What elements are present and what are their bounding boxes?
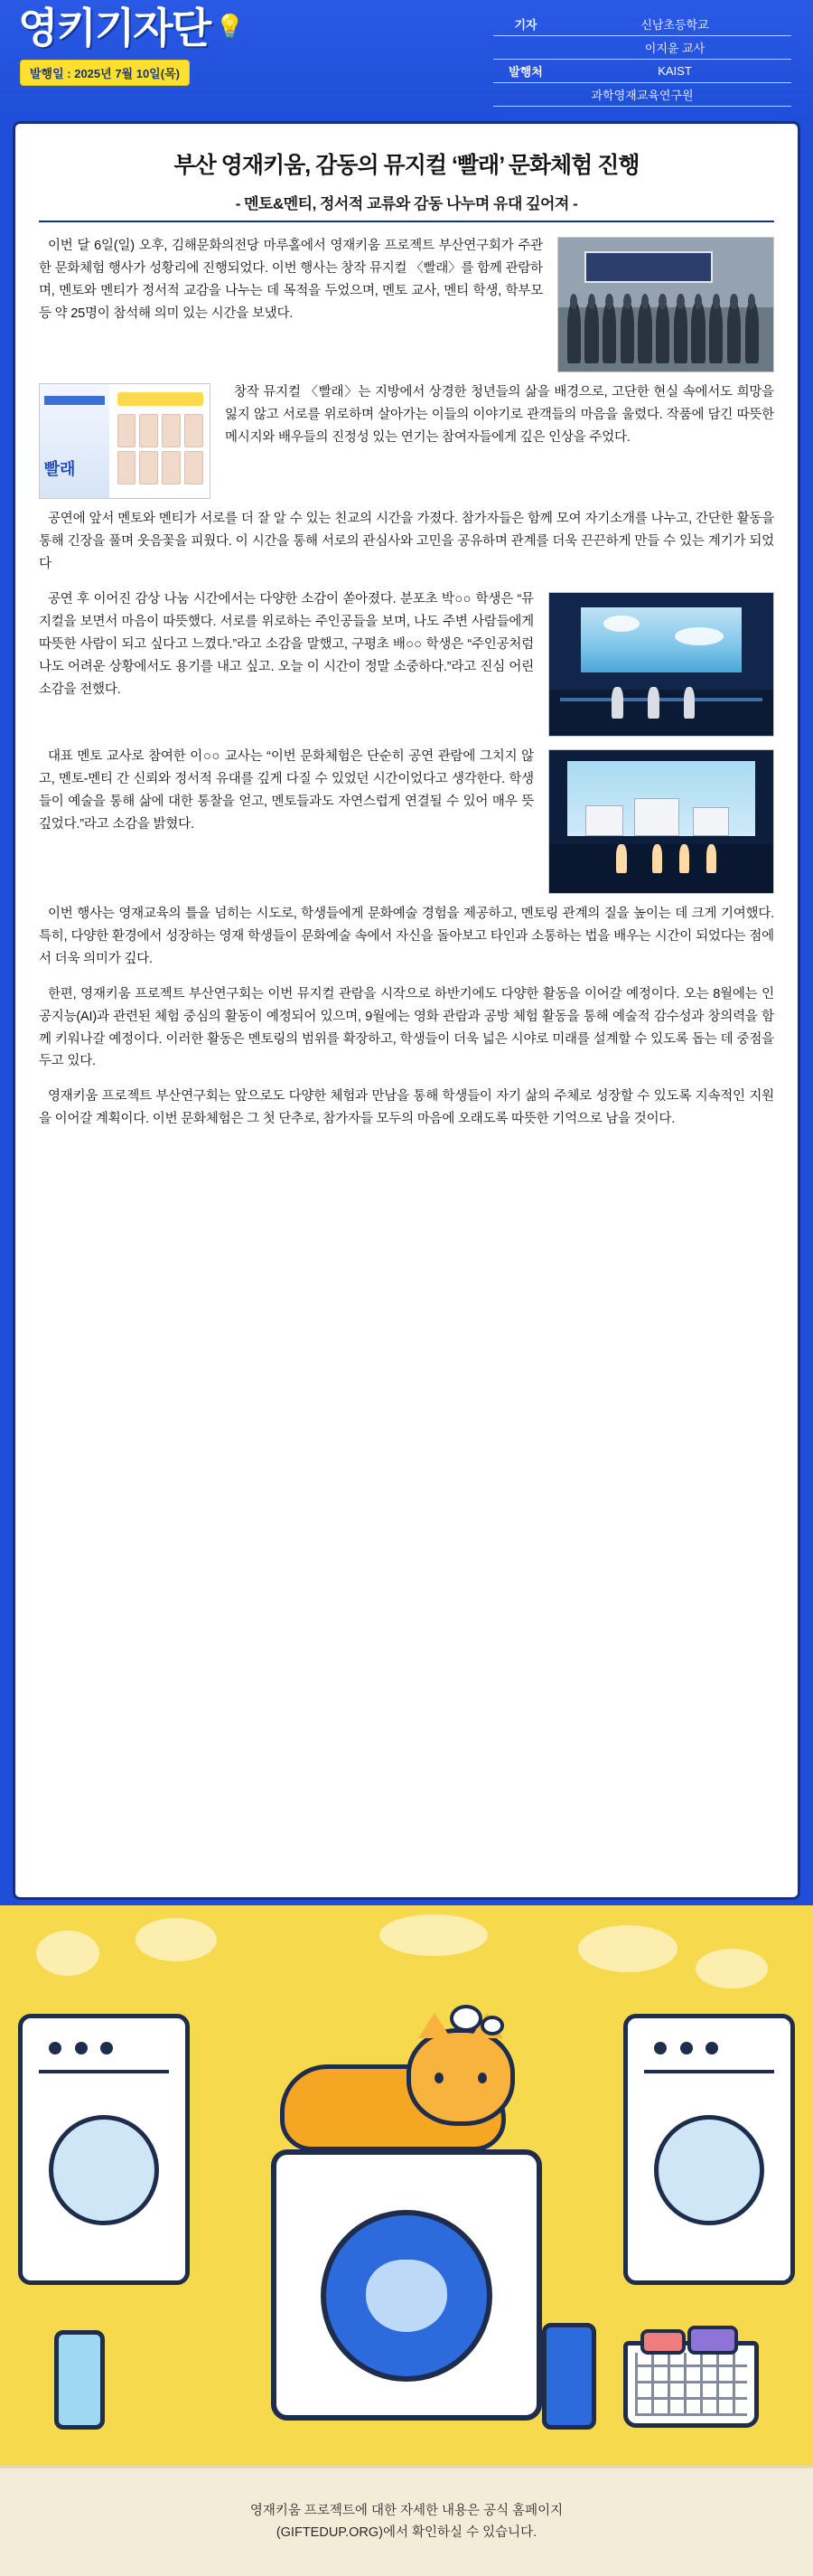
newsletter-header — [0, 0, 813, 116]
washing-machine-center — [271, 2149, 542, 2421]
photo-poster-board: 빨래 — [39, 383, 210, 499]
meta-key: 기자 — [514, 18, 537, 32]
masthead-title: 영키기자단 — [18, 5, 210, 52]
laundry-basket-icon — [623, 2341, 759, 2428]
meta-row — [493, 36, 791, 60]
masthead-meta-table — [493, 13, 791, 107]
article-paragraph: 대표 멘토 교사로 참여한 이○○ 교사는 “이번 문화체험은 단순히 공연 관람에 그치지 않고, 멘토-멘티 간 신뢰와 정서적 유대를 깊게 다질 수 있었던 시간이었다고 생각한다. 학생들이 예술을 통해 삶에 대한 통찰을 얻고, 멘토들과도 자연스럽게 연결될 수 있어 매우 뜻깊었다.”라고 소감을 밝혔다. — [39, 748, 534, 832]
meta-value: KAIST — [658, 64, 692, 78]
footer-line-1: 영재키움 프로젝트에 대한 자세한 내용은 공식 홈페이지 — [249, 2503, 564, 2518]
article-paragraph: 한편, 영재키움 프로젝트 부산연구회는 이번 뮤지컬 관람을 시작으로 하반기에도 다양한 활동을 이어갈 예정이다. 오는 8월에는 인공지능(AI)과 관련된 체험 중심의 활동이 예정되어 있으며, 9월에는 영화 관람과 공방 체험 활동을 통해 예술적 감수성과 창의력을 함께 키워나갈 예정이다. 이러한 활동은 멘토링의 범위를 확장하고, 학생들이 더욱 넓은 시야로 미래를 설계할 수 있도록 돕는 데 중점을 두고 있다. — [39, 986, 774, 1069]
masthead — [18, 5, 245, 52]
article-paragraph: 이번 달 6일(일) 오후, 김해문화의전당 마루홀에서 영재키움 프로젝트 부산연구회가 주관한 문화체험 행사가 성황리에 진행되었다. 이번 행사는 창작 뮤지컬 〈빨래〉를 함께 관람하며, 멘토와 멘티가 정서적 교감을 나누는 데 목적을 두었으며, 멘토 교사, 멘티 학생, 학부모 등 약 25명이 참석해 의미 있는 시간을 보냈다. — [39, 239, 543, 321]
meta-row — [493, 60, 791, 83]
meta-row — [493, 13, 791, 36]
article-paragraph: 이번 행사는 영재교육의 틀을 넘히는 시도로, 학생들에게 문화예술 경험을 제공하고, 멘토링 관계의 질을 높이는 데 크게 기여했다. 특히, 다양한 환경에서 성장하는 영재 학생들이 문화예술 속에서 자신을 돌아보고 타인과 소통하는 법을 배우는 시간이 되었다는 점에서 더욱 의미가 깊다. — [39, 906, 774, 966]
newsletter-footer — [0, 2466, 813, 2576]
article-paragraph: 영재키움 프로젝트 부산연구회는 앞으로도 다양한 체험과 만남을 통해 학생들이 자기 삶의 주체로 성장할 수 있도록 지속적인 지원을 이어갈 계획이다. 이번 문화체험은 그 첫 단추로, 참가자들 모두의 마음에 오래도록 따뜻한 기억으로 남을 것이다. — [39, 1089, 774, 1127]
laundry-cat-illustration — [0, 1905, 813, 2466]
lightbulb-icon: 💡 — [215, 13, 245, 40]
photo-stage-blue — [548, 592, 774, 737]
divider — [39, 221, 774, 222]
article-paragraph: 공연 후 이어진 감상 나눔 시간에서는 다양한 소감이 쏟아졌다. 분포초 박○○ 학생은 “뮤지컬을 보면서 마음이 따뜻했다. 서로를 위로하는 주인공들을 보며, 나도 주변 사람들에게 따뜻한 사람이 되고 싶다고 느꼈다.”라고 소감을 말했고, 구평초 배○○ 학생은 “주인공처럼 나도 어려운 상황에서도 용기를 내고 싶고. 오늘 이 시간이 정말 소중하다.”라고 진심 어린 소감을 전했다. — [39, 591, 534, 697]
washing-machine-right — [623, 2014, 795, 2285]
article-subhead: - 멘토&멘티, 정서적 교류와 감동 나누며 유대 깊어져 - — [235, 195, 578, 212]
meta-publisher-sub: 과학영재교육연구원 — [493, 83, 791, 107]
washing-machine-left — [18, 2014, 190, 2285]
meta-value: 이지윤 교사 — [644, 42, 706, 55]
meta-key: 발행처 — [509, 65, 543, 79]
article-paragraph: 공연에 앞서 멘토와 멘티가 서로를 더 잘 알 수 있는 친교의 시간을 가졌다. 참가자들은 함께 모여 자기소개를 나누고, 간단한 활동을 통해 긴장을 풀며 웃음꽃을 피웠다. 이 시간을 통해 서로의 관심사와 고민을 공유하며 관계를 더욱 끈끈하게 만들 수 있는 계기가 되었다 — [39, 512, 774, 571]
footer-line-2: (GIFTEDUP.ORG)에서 확인하실 수 있습니다. — [276, 2524, 537, 2540]
detergent-bottle-icon — [542, 2323, 596, 2430]
photo-group-in-hall — [557, 237, 774, 372]
article-headline: 부산 영재키움, 감동의 뮤지컬 ‘빨래’ 문화체험 진행 — [173, 153, 640, 178]
meta-value: 신남초등학교 — [640, 18, 709, 32]
publish-date-badge: 발행일 : 2025년 7월 10일(목) — [20, 60, 190, 86]
cat-icon — [271, 2021, 542, 2166]
photo-stage-village — [548, 749, 774, 894]
article-card — [13, 121, 800, 1900]
article-paragraph: 창작 뮤지컬 〈빨래〉는 지방에서 상경한 청년들의 삶을 배경으로, 고단한 현실 속에서도 희망을 잃지 않고 서로를 위로하며 살아가는 이들의 이야기로 관객들의 마음을 울렸다. 작품에 담긴 따뜻한 메시지와 배우들의 진정성 있는 연기는 참여자들에게 깊은 인상을 주었다. — [225, 385, 774, 445]
spray-bottle-icon — [54, 2330, 105, 2430]
